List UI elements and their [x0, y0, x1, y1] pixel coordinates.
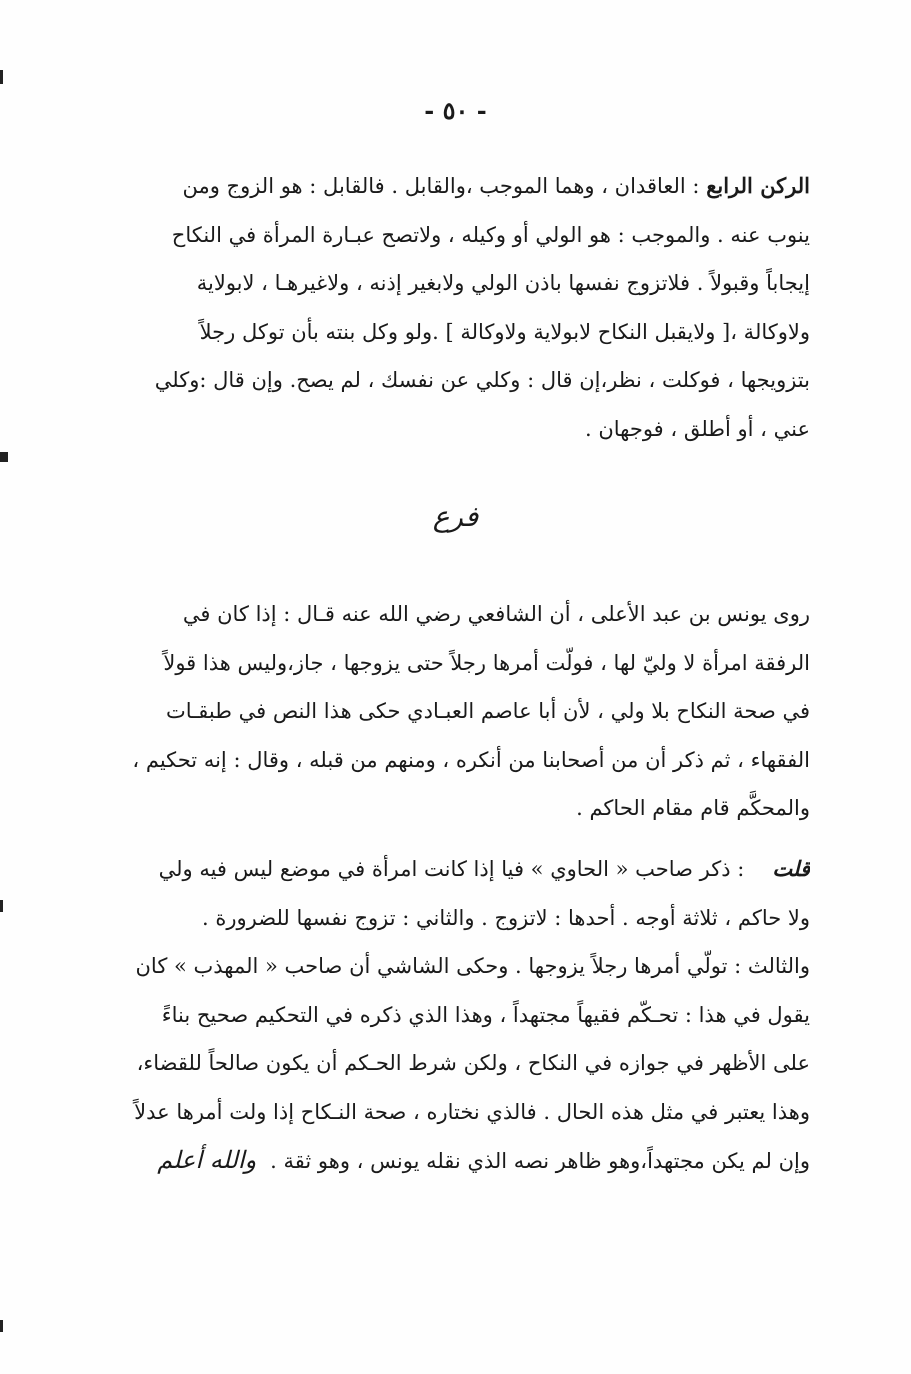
text-line: إيجاباً وقبولاً . فلاتزوج نفسها باذن الولي ولابغير إذنه ، ولاغيرهـا ، لابولاية — [196, 271, 810, 295]
text-line — [104, 845, 810, 894]
text-line: ولا حاكم ، ثلاثة أوجه . أحدها : لاتزوج . والثاني : تزوج نفسها للضرورة . — [202, 905, 810, 930]
paragraph-author-note — [104, 845, 810, 1186]
text-line: روى يونس بن عبد الأعلى ، أن الشافعي رضي الله عنه قـال : إذا كان في — [182, 602, 810, 626]
section-heading: فرع — [432, 500, 479, 533]
paragraph-fourth-pillar — [104, 162, 810, 453]
text-line: في صحة النكاح بلا ولي ، لأن أبا عاصم العبـادي حكى هذا النص في طبقـات — [165, 699, 810, 723]
text-line-content: وإن لم يكن مجتهداً،وهو ظاهر نصه الذي نقله يونس ، وهو ثقة . — [270, 1149, 810, 1173]
handwritten-closing: والله أعلم — [157, 1146, 257, 1174]
scan-edge-mark — [0, 70, 3, 84]
paragraph-branch — [104, 590, 810, 833]
text-line: على الأظهر في جوازه في النكاح ، ولكن شرط الحـكم أن يكون صالحاً للقضاء، — [136, 1051, 810, 1075]
scan-edge-mark — [0, 452, 8, 462]
page-number: - ٥٠ - — [424, 96, 487, 125]
text-line: الرفقة امرأة لا وليّ لها ، فولّت أمرها رجلاً حتى يزوجها ، جاز،وليس هذا قولاً — [163, 650, 810, 675]
scan-edge-mark — [0, 900, 3, 912]
text-line-content: : العاقدان ، وهما الموجب ،والقابل . فالقابل : هو الزوج ومن — [182, 174, 700, 198]
text-line: والثالث : تولّي أمرها رجلاً يزوجها . وحكى الشاشي أن صاحب « المهذب » كان — [135, 954, 810, 978]
text-line: عني ، أو أطلق ، فوجهان . — [584, 416, 810, 441]
text-line-content: : ذكر صاحب « الحاوي » فيا إذا كانت امرأة في موضع ليس فيه ولي — [158, 857, 745, 881]
text-line: بتزويجها ، فوكلت ، نظر،إن قال : وكلي عن نفسك ، لم يصح. وإن قال :وكلي — [154, 368, 810, 392]
text-line: ولاوكالة ،[ ولايقبل النكاح لابولاية ولاوكالة ] .ولو وكل بنته بأن توكل رجلاً — [199, 319, 810, 344]
scan-edge-mark — [0, 1320, 3, 1332]
author-note-lead: قلت — [772, 856, 810, 881]
text-line — [104, 1136, 810, 1186]
text-line — [104, 162, 810, 211]
text-line: والمحكَّم قام مقام الحاكم . — [576, 796, 810, 820]
text-line: وهذا يعتبر في مثل هذه الحال . فالذي نختاره ، صحة النـكاح إذا ولت أمرها عدلاً — [134, 1099, 810, 1124]
section-lead: الركن الرابع — [706, 173, 810, 198]
text-line: الفقهاء ، ثم ذكر أن من أصحابنا من أنكره ، ومنهم من قبله ، وقال : إنه تحكيم ، — [132, 747, 810, 772]
text-line: ينوب عنه . والموجب : هو الولي أو وكيله ، ولاتصح عبـارة المرأة في النكاح — [171, 222, 810, 247]
text-line: يقول في هذا : تحـكّم فقيهاً مجتهداً ، وهذا الذي ذكره في التحكيم صحيح بناءً — [161, 1002, 810, 1027]
